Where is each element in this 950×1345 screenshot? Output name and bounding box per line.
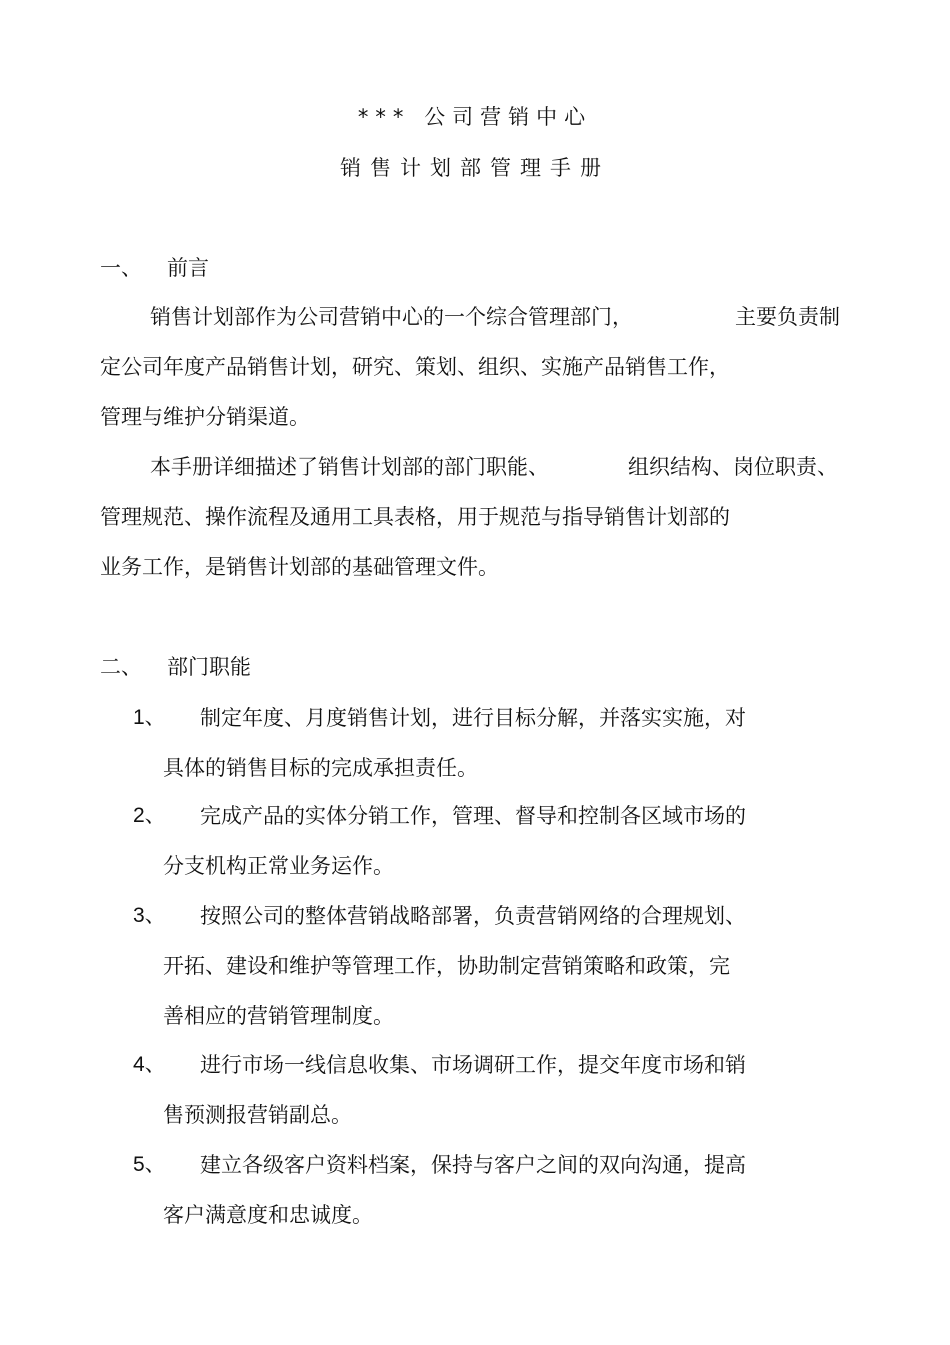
list-item-line: 进行市场一线信息收集、市场调研工作，提交年度市场和销 — [200, 1053, 746, 1077]
list-item-line: 分支机构正常业务运作。 — [163, 854, 394, 878]
section-2-number: 二、 — [100, 655, 142, 679]
list-item-line: 按照公司的整体营销战略部署，负责营销网络的合理规划、 — [200, 904, 746, 928]
list-item-number: 2、 — [133, 804, 166, 827]
list-item-line: 完成产品的实体分销工作，管理、督导和控制各区域市场的 — [200, 804, 746, 828]
paragraph-line: 管理规范、操作流程及通用工具表格，用于规范与指导销售计划部的 — [100, 505, 730, 529]
list-item-line: 客户满意度和忠诚度。 — [163, 1203, 373, 1227]
paragraph-line: 销售计划部作为公司营销中心的一个综合管理部门， — [150, 305, 633, 329]
paragraph-line: 定公司年度产品销售计划，研究、策划、组织、实施产品销售工作， — [100, 355, 730, 379]
paragraph-line: 业务工作，是销售计划部的基础管理文件。 — [100, 555, 499, 579]
section-1-heading: 前言 — [167, 256, 209, 280]
list-item-number: 4、 — [133, 1053, 166, 1076]
list-item-line: 开拓、建设和维护等管理工作，协助制定营销策略和政策，完 — [163, 954, 730, 978]
paragraph-line: 主要负责制 — [735, 305, 840, 329]
list-item-line: 善相应的营销管理制度。 — [163, 1004, 394, 1028]
paragraph-line: 本手册详细描述了销售计划部的部门职能、 — [150, 455, 549, 479]
list-item-number: 3、 — [133, 904, 166, 927]
list-item-number: 1、 — [133, 706, 166, 729]
list-item-number: 5、 — [133, 1153, 166, 1176]
paragraph-line: 组织结构、岗位职责、 — [628, 455, 838, 479]
list-item-line: 建立各级客户资料档案，保持与客户之间的双向沟通，提高 — [200, 1153, 746, 1177]
section-1-number: 一、 — [100, 256, 142, 280]
document-subtitle: 销售计划部管理手册 — [340, 156, 610, 180]
list-item-line: 制定年度、月度销售计划，进行目标分解，并落实实施，对 — [200, 706, 746, 730]
document-title: *** 公司营销中心 — [357, 105, 593, 129]
section-2-heading: 部门职能 — [167, 655, 251, 679]
paragraph-line: 管理与维护分销渠道。 — [100, 405, 310, 429]
list-item-line: 具体的销售目标的完成承担责任。 — [163, 756, 478, 780]
list-item-line: 售预测报营销副总。 — [163, 1103, 352, 1127]
